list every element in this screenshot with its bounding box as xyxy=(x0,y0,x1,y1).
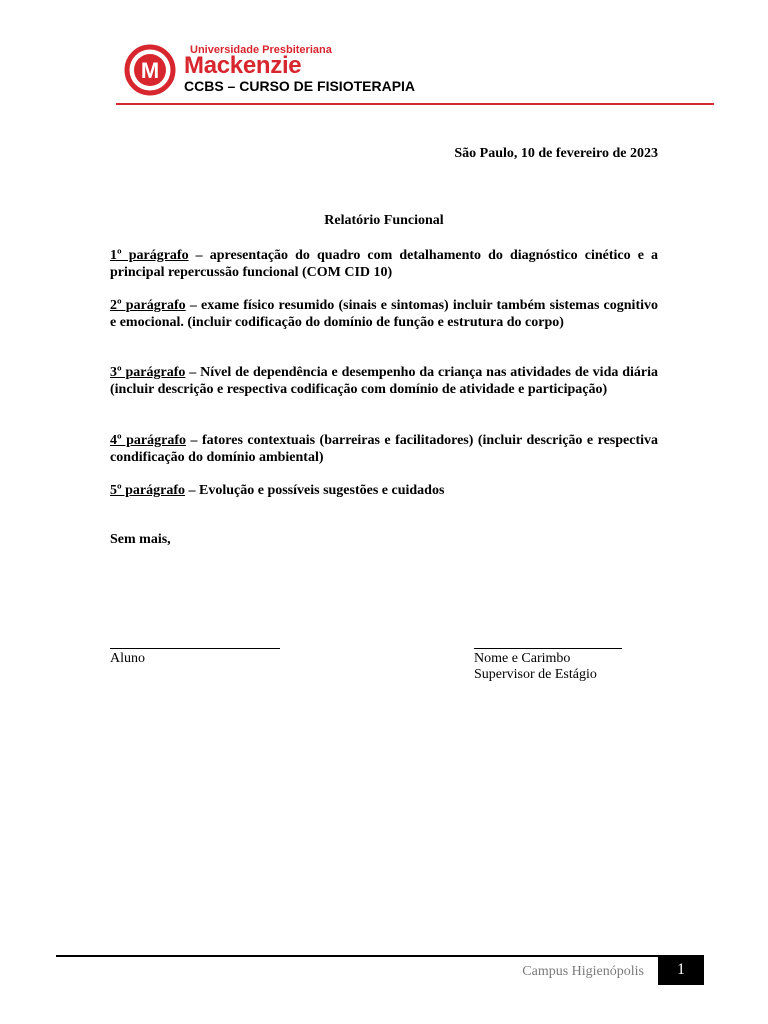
page-number: 1 xyxy=(658,955,704,985)
brand-name: Mackenzie xyxy=(184,52,302,79)
paragraph-2 xyxy=(110,297,658,331)
paragraph-1 xyxy=(110,247,658,281)
supervisor-name-label: Nome e Carimbo xyxy=(474,651,571,666)
paragraph-label: 4º parágrafo xyxy=(110,433,186,448)
campus-name: Campus Higienópolis xyxy=(522,964,644,979)
university-name: Universidade Presbiteriana xyxy=(190,44,332,56)
paragraph-label: 3º parágrafo xyxy=(110,365,186,380)
paragraph-4 xyxy=(110,432,658,466)
supervisor-signature-line xyxy=(474,648,622,649)
footer-divider xyxy=(56,955,658,957)
paragraph-text: – Nível de dependência e desempenho da criança nas atividades de vida diária (incluir descrição e respectiva codificação com domínio de atividade e participação) xyxy=(110,365,659,397)
paragraph-text: – apresentação do quadro com detalhamento do diagnóstico cinético e a principal repercussão funcional (COM CID 10) xyxy=(110,248,658,280)
paragraph-text: – fatores contextuais (barreiras e facilitadores) (incluir descrição e respectiva condificação do domínio ambiental) xyxy=(110,433,658,465)
paragraph-3 xyxy=(110,364,658,398)
paragraph-text: – exame físico resumido (sinais e sintomas) incluir também sistemas cognitivo e emocional. (incluir codificação do domínio de função e estrutura do corpo) xyxy=(110,298,659,330)
paragraph-5 xyxy=(110,482,658,499)
course-title: CCBS – CURSO DE FISIOTERAPIA xyxy=(184,78,416,94)
closing-text: Sem mais, xyxy=(110,532,171,547)
document-date: São Paulo, 10 de fevereiro de 2023 xyxy=(454,146,658,161)
document-title: Relatório Funcional xyxy=(324,213,444,228)
paragraph-label: 5º parágrafo xyxy=(110,483,185,498)
student-signature-line xyxy=(110,648,280,649)
paragraph-label: 1º parágrafo xyxy=(110,248,189,263)
student-signature-label: Aluno xyxy=(110,651,145,666)
paragraph-text: – Evolução e possíveis sugestões e cuidados xyxy=(185,483,445,498)
supervisor-role-label: Supervisor de Estágio xyxy=(474,667,597,682)
logo-letter: M xyxy=(140,58,160,83)
mackenzie-logo xyxy=(124,44,176,96)
paragraph-label: 2º parágrafo xyxy=(110,298,186,313)
header-divider xyxy=(116,103,714,105)
